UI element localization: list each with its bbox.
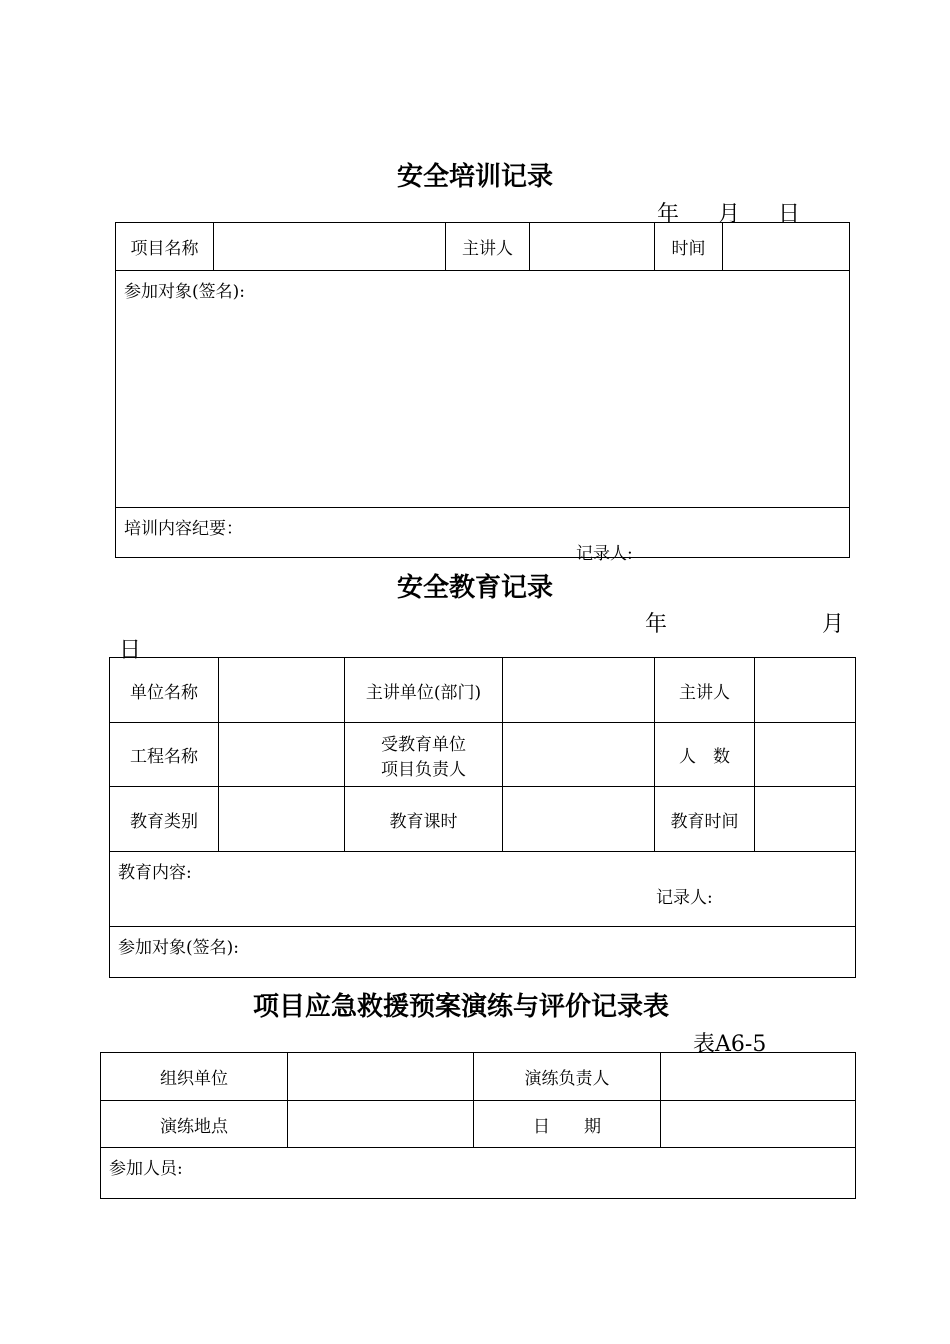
drill-date-label: 日 期 — [474, 1101, 661, 1148]
lecturer-field[interactable] — [530, 223, 655, 271]
training-participants-label: 参加对象(签名): — [124, 282, 245, 302]
category-field[interactable] — [219, 787, 345, 852]
lecturer-label: 主讲人 — [446, 223, 530, 271]
education-date-month: 月 — [822, 612, 845, 637]
edu-project-name-label: 工程名称 — [110, 723, 219, 787]
drill-table — [100, 1052, 856, 1199]
time-field[interactable] — [723, 223, 850, 271]
training-recorder-label: 记录人: — [576, 544, 633, 564]
edu-lecturer-label: 主讲人 — [655, 658, 755, 723]
drill-form-number: 表A6-5 — [693, 1032, 767, 1057]
educated-unit-label — [345, 723, 503, 787]
lecture-unit-field[interactable] — [503, 658, 655, 723]
hours-field[interactable] — [503, 787, 655, 852]
project-name-label: 项目名称 — [116, 223, 214, 271]
edu-time-field[interactable] — [755, 787, 856, 852]
education-title: 安全教育记录 — [397, 573, 554, 603]
category-label: 教育类别 — [110, 787, 219, 852]
education-date-day: 日 — [119, 638, 142, 663]
unit-name-field[interactable] — [219, 658, 345, 723]
drill-date-field[interactable] — [661, 1101, 856, 1148]
location-field[interactable] — [288, 1101, 474, 1148]
project-name-field[interactable] — [214, 223, 446, 271]
drill-title: 项目应急救援预案演练与评价记录表 — [253, 992, 670, 1022]
count-field[interactable] — [755, 723, 856, 787]
training-summary-cell[interactable] — [116, 508, 850, 564]
training-date-month: 月 — [718, 202, 741, 227]
education-content-label: 教育内容: — [118, 863, 192, 883]
education-table — [109, 657, 856, 978]
location-label: 演练地点 — [101, 1101, 288, 1148]
edu-lecturer-field[interactable] — [755, 658, 856, 723]
attendees-label: 参加人员: — [109, 1159, 183, 1179]
education-recorder-label: 记录人: — [656, 888, 713, 908]
drill-leader-label: 演练负责人 — [474, 1053, 661, 1101]
count-label: 人 数 — [655, 723, 755, 787]
training-date-day: 日 — [778, 202, 801, 227]
training-summary-label: 培训内容纪要： — [124, 519, 243, 539]
education-participants-label: 参加对象(签名): — [118, 938, 239, 958]
edu-project-name-field[interactable] — [219, 723, 345, 787]
educated-unit-label-line2: 项目负责人 — [381, 759, 466, 780]
educated-unit-field[interactable] — [503, 723, 655, 787]
drill-leader-field[interactable] — [661, 1053, 856, 1101]
time-label: 时间 — [655, 223, 723, 271]
org-unit-label: 组织单位 — [101, 1053, 288, 1101]
education-date-year: 年 — [645, 612, 668, 637]
training-table — [115, 222, 850, 564]
hours-label: 教育课时 — [345, 787, 503, 852]
education-content-cell[interactable] — [110, 852, 856, 927]
training-participants-cell[interactable] — [116, 271, 850, 508]
unit-name-label: 单位名称 — [110, 658, 219, 723]
org-unit-field[interactable] — [288, 1053, 474, 1101]
attendees-cell[interactable] — [101, 1148, 856, 1199]
lecture-unit-label: 主讲单位(部门) — [345, 658, 503, 723]
training-date-year: 年 — [657, 202, 680, 227]
education-participants-cell[interactable] — [110, 927, 856, 978]
educated-unit-label-line1: 受教育单位 — [381, 734, 466, 755]
edu-time-label: 教育时间 — [655, 787, 755, 852]
training-title: 安全培训记录 — [397, 162, 554, 192]
